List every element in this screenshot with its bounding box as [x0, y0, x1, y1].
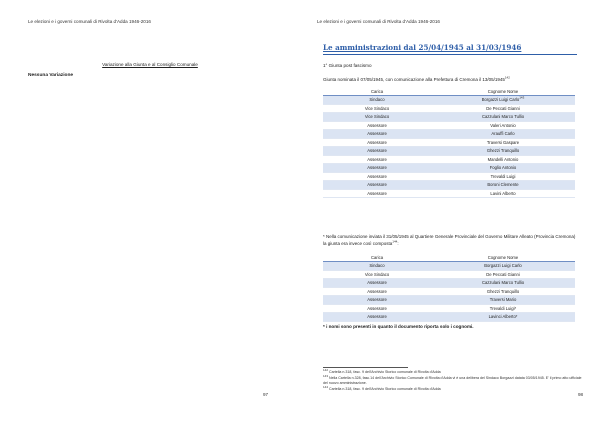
table-row — [323, 121, 575, 130]
name-text: Cazzulani Marco Tullio — [481, 114, 525, 120]
name-text: Lavinci Alberto* — [488, 314, 518, 320]
role-cell: Assessore — [323, 313, 431, 322]
table-row — [323, 287, 575, 296]
name-text: Ghezzi Tranquillo — [486, 148, 520, 154]
role-cell: Sindaco — [323, 96, 431, 105]
table-row — [323, 313, 575, 322]
name-cell — [431, 279, 575, 288]
name-text: Boroni Clemente — [487, 182, 519, 188]
subtitle: 1° Giunta post fascismo — [323, 63, 372, 68]
running-head: Le elezioni e i governi comunali di Rivolta d'Adda 1946-2016 — [28, 19, 151, 24]
name-text: Cazzulani Marco Tullio — [481, 280, 525, 286]
table-row — [323, 270, 575, 279]
column-header-name: Cognome Nome — [431, 254, 575, 262]
role-cell: Assessore — [323, 172, 431, 181]
names-note: * i nomi sono presenti in quanto il documento riporta solo i cognomi. — [323, 324, 474, 329]
name-cell — [431, 138, 575, 147]
name-cell — [431, 296, 575, 305]
name-text: Borgazzi Luigi Carlo — [481, 97, 520, 103]
column-header-name: Cognome Nome — [431, 88, 575, 96]
table-row — [323, 262, 575, 271]
name-cell — [431, 155, 575, 164]
role-cell: Sindaco — [323, 262, 431, 271]
name-cell — [431, 313, 575, 322]
name-cell — [431, 172, 575, 181]
table-row — [323, 104, 575, 113]
footnote-ref: 144 — [392, 239, 398, 244]
role-cell: Assessore — [323, 296, 431, 305]
role-cell: Assessore — [323, 189, 431, 198]
name-cell — [431, 121, 575, 130]
role-cell: Assessore — [323, 155, 431, 164]
section-heading: Variazione alla Giunta e al Consiglio Comunale — [102, 62, 198, 67]
name-cell — [431, 189, 575, 198]
footnote-text: Nella Cartella n.328, fasc.14 dell'Archivio Storico Comunale di Rivolta d'Adda vi è una delibera del Sindaco Borgazzi datata 03/05/1945. E' il primo atto ufficiale del nuovo amministrazione. — [323, 375, 582, 386]
name-cell — [431, 262, 575, 271]
role-cell: Assessore — [323, 130, 431, 139]
column-header-role: Carica — [323, 88, 431, 96]
right-page — [300, 0, 600, 424]
name-text: Trevaldi Luigi — [490, 173, 516, 179]
name-cell — [431, 104, 575, 113]
name-cell — [431, 113, 575, 122]
name-text: Foglio Antonio — [489, 165, 517, 171]
table-row — [323, 164, 575, 173]
table-row — [323, 172, 575, 181]
footnote-divider — [323, 367, 408, 368]
table-row — [323, 181, 575, 190]
role-cell: Vice Sindaco — [323, 104, 431, 113]
footnote-number: 143 — [323, 373, 329, 378]
name-cell — [431, 287, 575, 296]
role-cell: Assessore — [323, 181, 431, 190]
name-text: Borgazzi Luigi Carlo — [484, 263, 522, 269]
name-cell — [431, 130, 575, 139]
role-cell: Assessore — [323, 287, 431, 296]
column-header-role: Carica — [323, 254, 431, 262]
table-row — [323, 189, 575, 198]
table-row — [323, 138, 575, 147]
role-cell: Assessore — [323, 304, 431, 313]
running-head: Le elezioni e i governi comunali di Rivolta d'Adda 1946-2016 — [317, 19, 440, 24]
page-number: 98 — [578, 392, 584, 397]
name-cell — [431, 304, 575, 313]
name-text: De Peccati Gianni — [486, 271, 520, 277]
role-cell: Assessore — [323, 147, 431, 156]
name-text: Lavini Alberto — [490, 190, 516, 196]
footnotes — [323, 370, 585, 393]
role-cell: Vice Sindaco — [323, 113, 431, 122]
name-text: Trevaldi Luigi* — [489, 305, 517, 311]
footnote — [323, 384, 585, 393]
note-text: * Nella comunicazione inviata il 31/05/1945 al Quartiere Generale Provinciale del Governo Militare Alleato (Provincia Cremona) la giunta era invece così composta — [323, 234, 576, 247]
table-row — [323, 96, 575, 105]
intro-paragraph — [323, 77, 510, 82]
footnote-ref: 143 — [519, 95, 525, 100]
table-row — [323, 147, 575, 156]
name-text: Ghezzi Tranquillo — [486, 288, 520, 294]
role-cell: Assessore — [323, 138, 431, 147]
name-text: Mandelli Antonio — [487, 156, 519, 162]
footnote-text: Cartella n.318, fasc. 9 dell'Archivio Storico comunale di Rivolta d'Adda — [329, 370, 441, 375]
intro-text: Giunta nominata il 07/05/1945, con comunicazione alla Prefettura di Cremona il 13/05/1945 — [323, 77, 505, 82]
role-cell: Assessore — [323, 121, 431, 130]
role-cell: Assessore — [323, 164, 431, 173]
table-row — [323, 279, 575, 288]
name-text: Traversi Gaspare — [486, 139, 520, 145]
table-header-row — [323, 254, 575, 262]
note-paragraph: * Nella comunicazione inviata il 31/05/1945 al Quartiere Generale Provinciale del Governo Militare Alleato (Provincia Cremona) la giunta era invece così composta$^{144}$: — [323, 234, 576, 247]
role-cell: Assessore — [323, 279, 431, 288]
name-text: Valeri Antonio — [490, 122, 516, 128]
footnote-text: Cartella n.318, fasc. 9 dell'Archivio Storico comunale di Rivolta d'Adda — [329, 387, 441, 392]
name-cell — [431, 270, 575, 279]
table-row — [323, 130, 575, 139]
name-cell — [431, 164, 575, 173]
name-text: Arauffi Carlo — [491, 131, 515, 137]
name-cell — [431, 96, 575, 105]
table-row — [323, 155, 575, 164]
footnote-number: 142 — [323, 368, 329, 372]
footnote-ref: 142 — [504, 75, 510, 80]
name-text: De Peccati Gianni — [486, 105, 520, 111]
table-row — [323, 304, 575, 313]
name-cell — [431, 181, 575, 190]
name-cell — [431, 147, 575, 156]
role-cell: Vice Sindaco — [323, 270, 431, 279]
table-row — [323, 113, 575, 122]
section-title: Le amministrazioni dal 25/04/1945 al 31/03/1946 — [323, 43, 577, 55]
footnote-number: 144 — [323, 384, 329, 389]
name-text: Traversi Mario — [489, 297, 517, 303]
giunta-table-1 — [323, 88, 575, 198]
table-header-row — [323, 88, 575, 96]
giunta-table-2 — [323, 254, 575, 322]
footnote — [323, 373, 585, 387]
page-number: 97 — [263, 392, 269, 397]
no-variation-note: Nessuna Variazione — [28, 73, 74, 78]
table-row — [323, 296, 575, 305]
